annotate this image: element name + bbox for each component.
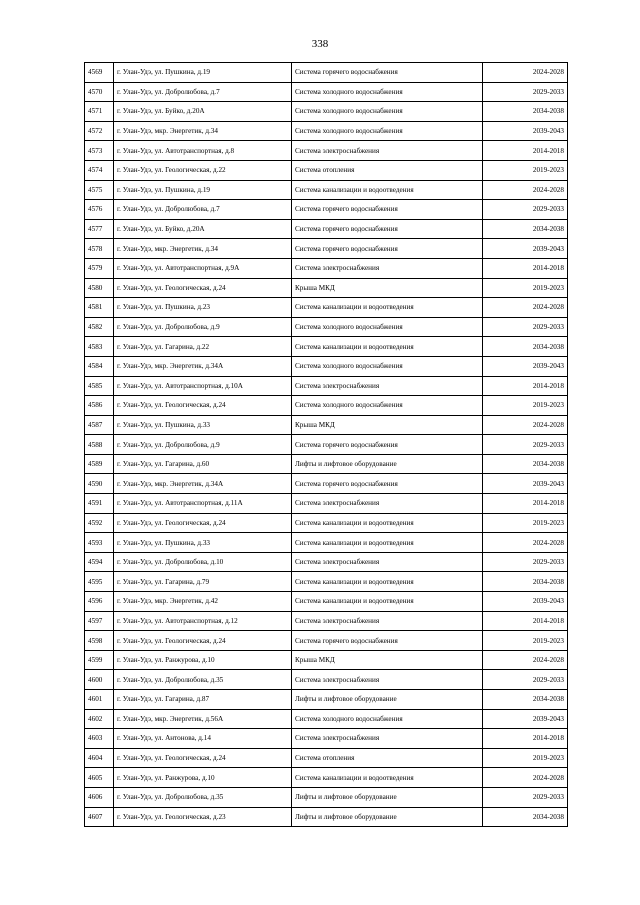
table-row xyxy=(85,572,568,592)
address-cell: г. Улан-Удэ, ул. Гагарина, д.22 xyxy=(114,337,292,357)
address-cell: г. Улан-Удэ, ул. Добролюбова, д.9 xyxy=(114,435,292,455)
address-cell: г. Улан-Удэ, ул. Автотранспортная, д.11А xyxy=(114,494,292,514)
system-cell: Система горячего водоснабжения xyxy=(292,239,483,259)
address-cell: г. Улан-Удэ, ул. Автотранспортная, д.12 xyxy=(114,611,292,631)
period-cell: 2024-2028 xyxy=(483,180,568,200)
system-cell: Система электроснабжения xyxy=(292,729,483,749)
address-cell: г. Улан-Удэ, ул. Добролюбова, д.35 xyxy=(114,670,292,690)
system-cell: Система холодного водоснабжения xyxy=(292,356,483,376)
period-cell: 2039-2043 xyxy=(483,709,568,729)
table-row xyxy=(85,396,568,416)
table-row xyxy=(85,592,568,612)
period-cell: 2014-2018 xyxy=(483,494,568,514)
period-cell: 2029-2033 xyxy=(483,435,568,455)
table-row xyxy=(85,298,568,318)
row-number: 4586 xyxy=(85,396,114,416)
page-number: 338 xyxy=(311,38,329,50)
row-number: 4584 xyxy=(85,356,114,376)
row-number: 4578 xyxy=(85,239,114,259)
row-number: 4573 xyxy=(85,141,114,161)
table-row xyxy=(85,63,568,83)
row-number: 4599 xyxy=(85,650,114,670)
system-cell: Система горячего водоснабжения xyxy=(292,435,483,455)
system-cell: Система электроснабжения xyxy=(292,376,483,396)
period-cell: 2019-2023 xyxy=(483,631,568,651)
period-cell: 2029-2033 xyxy=(483,200,568,220)
table-row xyxy=(85,278,568,298)
system-cell: Система канализации и водоотведения xyxy=(292,513,483,533)
period-cell: 2024-2028 xyxy=(483,533,568,553)
period-cell: 2039-2043 xyxy=(483,356,568,376)
row-number: 4598 xyxy=(85,631,114,651)
system-cell: Система канализации и водоотведения xyxy=(292,533,483,553)
table-row xyxy=(85,807,568,827)
system-cell: Крыша МКД xyxy=(292,278,483,298)
row-number: 4601 xyxy=(85,690,114,710)
address-cell: г. Улан-Удэ, ул. Пушкина, д.19 xyxy=(114,180,292,200)
table-row xyxy=(85,513,568,533)
address-cell: г. Улан-Удэ, ул. Пушкина, д.33 xyxy=(114,415,292,435)
row-number: 4580 xyxy=(85,278,114,298)
period-cell: 2024-2028 xyxy=(483,415,568,435)
period-cell: 2014-2018 xyxy=(483,729,568,749)
period-cell: 2029-2033 xyxy=(483,317,568,337)
row-number: 4588 xyxy=(85,435,114,455)
table-row xyxy=(85,552,568,572)
period-cell: 2029-2033 xyxy=(483,670,568,690)
row-number: 4590 xyxy=(85,474,114,494)
row-number: 4582 xyxy=(85,317,114,337)
table-row xyxy=(85,239,568,259)
row-number: 4587 xyxy=(85,415,114,435)
row-number: 4594 xyxy=(85,552,114,572)
row-number: 4585 xyxy=(85,376,114,396)
system-cell: Система электроснабжения xyxy=(292,611,483,631)
table-row xyxy=(85,415,568,435)
address-cell: г. Улан-Удэ, ул. Добролюбова, д.9 xyxy=(114,317,292,337)
row-number: 4591 xyxy=(85,494,114,514)
table-row xyxy=(85,709,568,729)
address-cell: г. Улан-Удэ, ул. Геологическая, д.24 xyxy=(114,396,292,416)
table-row xyxy=(85,102,568,122)
table-row xyxy=(85,160,568,180)
table-row xyxy=(85,690,568,710)
period-cell: 2029-2033 xyxy=(483,552,568,572)
system-cell: Система холодного водоснабжения xyxy=(292,82,483,102)
period-cell: 2019-2023 xyxy=(483,278,568,298)
address-cell: г. Улан-Удэ, ул. Геологическая, д.23 xyxy=(114,807,292,827)
row-number: 4605 xyxy=(85,768,114,788)
address-cell: г. Улан-Удэ, ул. Ранжурова, д.10 xyxy=(114,768,292,788)
system-cell: Система канализации и водоотведения xyxy=(292,768,483,788)
period-cell: 2024-2028 xyxy=(483,63,568,83)
table-row xyxy=(85,121,568,141)
table-row xyxy=(85,454,568,474)
period-cell: 2034-2038 xyxy=(483,572,568,592)
address-cell: г. Улан-Удэ, ул. Пушкина, д.23 xyxy=(114,298,292,318)
row-number: 4583 xyxy=(85,337,114,357)
period-cell: 2019-2023 xyxy=(483,513,568,533)
row-number: 4595 xyxy=(85,572,114,592)
system-cell: Система электроснабжения xyxy=(292,670,483,690)
address-cell: г. Улан-Удэ, мкр. Энергетик, д.34 xyxy=(114,121,292,141)
row-number: 4575 xyxy=(85,180,114,200)
system-cell: Система электроснабжения xyxy=(292,494,483,514)
table-row xyxy=(85,219,568,239)
system-cell: Система холодного водоснабжения xyxy=(292,396,483,416)
table-row xyxy=(85,356,568,376)
system-cell: Система электроснабжения xyxy=(292,141,483,161)
row-number: 4577 xyxy=(85,219,114,239)
system-cell: Система горячего водоснабжения xyxy=(292,474,483,494)
period-cell: 2034-2038 xyxy=(483,102,568,122)
system-cell: Крыша МКД xyxy=(292,415,483,435)
system-cell: Система холодного водоснабжения xyxy=(292,317,483,337)
table-row xyxy=(85,611,568,631)
table-row xyxy=(85,494,568,514)
address-cell: г. Улан-Удэ, ул. Геологическая, д.24 xyxy=(114,278,292,298)
address-cell: г. Улан-Удэ, мкр. Энергетик, д.56А xyxy=(114,709,292,729)
period-cell: 2039-2043 xyxy=(483,592,568,612)
system-cell: Система отопления xyxy=(292,160,483,180)
system-cell: Лифты и лифтовое оборудование xyxy=(292,454,483,474)
table-row xyxy=(85,748,568,768)
address-cell: г. Улан-Удэ, ул. Добролюбова, д.35 xyxy=(114,787,292,807)
row-number: 4602 xyxy=(85,709,114,729)
system-cell: Система канализации и водоотведения xyxy=(292,592,483,612)
table-row xyxy=(85,141,568,161)
system-cell: Система канализации и водоотведения xyxy=(292,572,483,592)
row-number: 4589 xyxy=(85,454,114,474)
address-cell: г. Улан-Удэ, мкр. Энергетик, д.34А xyxy=(114,356,292,376)
period-cell: 2019-2023 xyxy=(483,160,568,180)
table-row xyxy=(85,670,568,690)
system-cell: Система горячего водоснабжения xyxy=(292,200,483,220)
row-number: 4600 xyxy=(85,670,114,690)
period-cell: 2034-2038 xyxy=(483,337,568,357)
system-cell: Система холодного водоснабжения xyxy=(292,121,483,141)
row-number: 4593 xyxy=(85,533,114,553)
address-cell: г. Улан-Удэ, ул. Гагарина, д.79 xyxy=(114,572,292,592)
table-row xyxy=(85,200,568,220)
address-cell: г. Улан-Удэ, мкр. Энергетик, д.34А xyxy=(114,474,292,494)
period-cell: 2014-2018 xyxy=(483,141,568,161)
address-cell: г. Улан-Удэ, ул. Геологическая, д.22 xyxy=(114,160,292,180)
system-cell: Система горячего водоснабжения xyxy=(292,219,483,239)
period-cell: 2034-2038 xyxy=(483,807,568,827)
period-cell: 2029-2033 xyxy=(483,82,568,102)
row-number: 4606 xyxy=(85,787,114,807)
period-cell: 2034-2038 xyxy=(483,454,568,474)
row-number: 4596 xyxy=(85,592,114,612)
table-row xyxy=(85,768,568,788)
address-cell: г. Улан-Удэ, ул. Буйко, д.20А xyxy=(114,219,292,239)
row-number: 4581 xyxy=(85,298,114,318)
row-number: 4570 xyxy=(85,82,114,102)
address-cell: г. Улан-Удэ, ул. Добролюбова, д.7 xyxy=(114,82,292,102)
system-cell: Лифты и лифтовое оборудование xyxy=(292,807,483,827)
system-cell: Система канализации и водоотведения xyxy=(292,298,483,318)
address-cell: г. Улан-Удэ, ул. Антонова, д.14 xyxy=(114,729,292,749)
row-number: 4572 xyxy=(85,121,114,141)
system-cell: Система холодного водоснабжения xyxy=(292,102,483,122)
period-cell: 2024-2028 xyxy=(483,650,568,670)
system-cell: Система отопления xyxy=(292,748,483,768)
row-number: 4571 xyxy=(85,102,114,122)
address-cell: г. Улан-Удэ, ул. Геологическая, д.24 xyxy=(114,513,292,533)
system-cell: Система горячего водоснабжения xyxy=(292,63,483,83)
system-cell: Крыша МКД xyxy=(292,650,483,670)
row-number: 4604 xyxy=(85,748,114,768)
address-cell: г. Улан-Удэ, ул. Геологическая, д.24 xyxy=(114,631,292,651)
repair-schedule-table xyxy=(84,62,568,827)
address-cell: г. Улан-Удэ, ул. Буйко, д.20А xyxy=(114,102,292,122)
period-cell: 2034-2038 xyxy=(483,690,568,710)
row-number: 4607 xyxy=(85,807,114,827)
system-cell: Лифты и лифтовое оборудование xyxy=(292,690,483,710)
table-row xyxy=(85,376,568,396)
table-row xyxy=(85,258,568,278)
period-cell: 2039-2043 xyxy=(483,239,568,259)
address-cell: г. Улан-Удэ, мкр. Энергетик, д.42 xyxy=(114,592,292,612)
period-cell: 2014-2018 xyxy=(483,611,568,631)
table-body xyxy=(85,63,568,827)
row-number: 4579 xyxy=(85,258,114,278)
system-cell: Система горячего водоснабжения xyxy=(292,631,483,651)
address-cell: г. Улан-Удэ, ул. Гагарина, д.87 xyxy=(114,690,292,710)
row-number: 4569 xyxy=(85,63,114,83)
address-cell: г. Улан-Удэ, ул. Автотранспортная, д.9А xyxy=(114,258,292,278)
row-number: 4603 xyxy=(85,729,114,749)
system-cell: Лифты и лифтовое оборудование xyxy=(292,787,483,807)
address-cell: г. Улан-Удэ, ул. Добролюбова, д.10 xyxy=(114,552,292,572)
table-row xyxy=(85,337,568,357)
table-row xyxy=(85,474,568,494)
table-row xyxy=(85,787,568,807)
period-cell: 2019-2023 xyxy=(483,748,568,768)
row-number: 4576 xyxy=(85,200,114,220)
table-row xyxy=(85,317,568,337)
table-row xyxy=(85,435,568,455)
address-cell: г. Улан-Удэ, ул. Ранжурова, д.10 xyxy=(114,650,292,670)
row-number: 4597 xyxy=(85,611,114,631)
system-cell: Система холодного водоснабжения xyxy=(292,709,483,729)
system-cell: Система электроснабжения xyxy=(292,258,483,278)
system-cell: Система канализации и водоотведения xyxy=(292,337,483,357)
address-cell: г. Улан-Удэ, ул. Автотранспортная, д.10А xyxy=(114,376,292,396)
row-number: 4574 xyxy=(85,160,114,180)
period-cell: 2039-2043 xyxy=(483,121,568,141)
address-cell: г. Улан-Удэ, ул. Пушкина, д.19 xyxy=(114,63,292,83)
period-cell: 2024-2028 xyxy=(483,298,568,318)
period-cell: 2029-2033 xyxy=(483,787,568,807)
address-cell: г. Улан-Удэ, ул. Добролюбова, д.7 xyxy=(114,200,292,220)
table-row xyxy=(85,729,568,749)
system-cell: Система канализации и водоотведения xyxy=(292,180,483,200)
address-cell: г. Улан-Удэ, ул. Гагарина, д.60 xyxy=(114,454,292,474)
table-row xyxy=(85,180,568,200)
period-cell: 2024-2028 xyxy=(483,768,568,788)
address-cell: г. Улан-Удэ, мкр. Энергетик, д.34 xyxy=(114,239,292,259)
system-cell: Система электроснабжения xyxy=(292,552,483,572)
period-cell: 2034-2038 xyxy=(483,219,568,239)
address-cell: г. Улан-Удэ, ул. Пушкина, д.33 xyxy=(114,533,292,553)
period-cell: 2039-2043 xyxy=(483,474,568,494)
table-row xyxy=(85,82,568,102)
address-cell: г. Улан-Удэ, ул. Геологическая, д.24 xyxy=(114,748,292,768)
period-cell: 2019-2023 xyxy=(483,396,568,416)
table-row xyxy=(85,533,568,553)
table-row xyxy=(85,631,568,651)
period-cell: 2014-2018 xyxy=(483,258,568,278)
address-cell: г. Улан-Удэ, ул. Автотранспортная, д.8 xyxy=(114,141,292,161)
table-row xyxy=(85,650,568,670)
row-number: 4592 xyxy=(85,513,114,533)
period-cell: 2014-2018 xyxy=(483,376,568,396)
